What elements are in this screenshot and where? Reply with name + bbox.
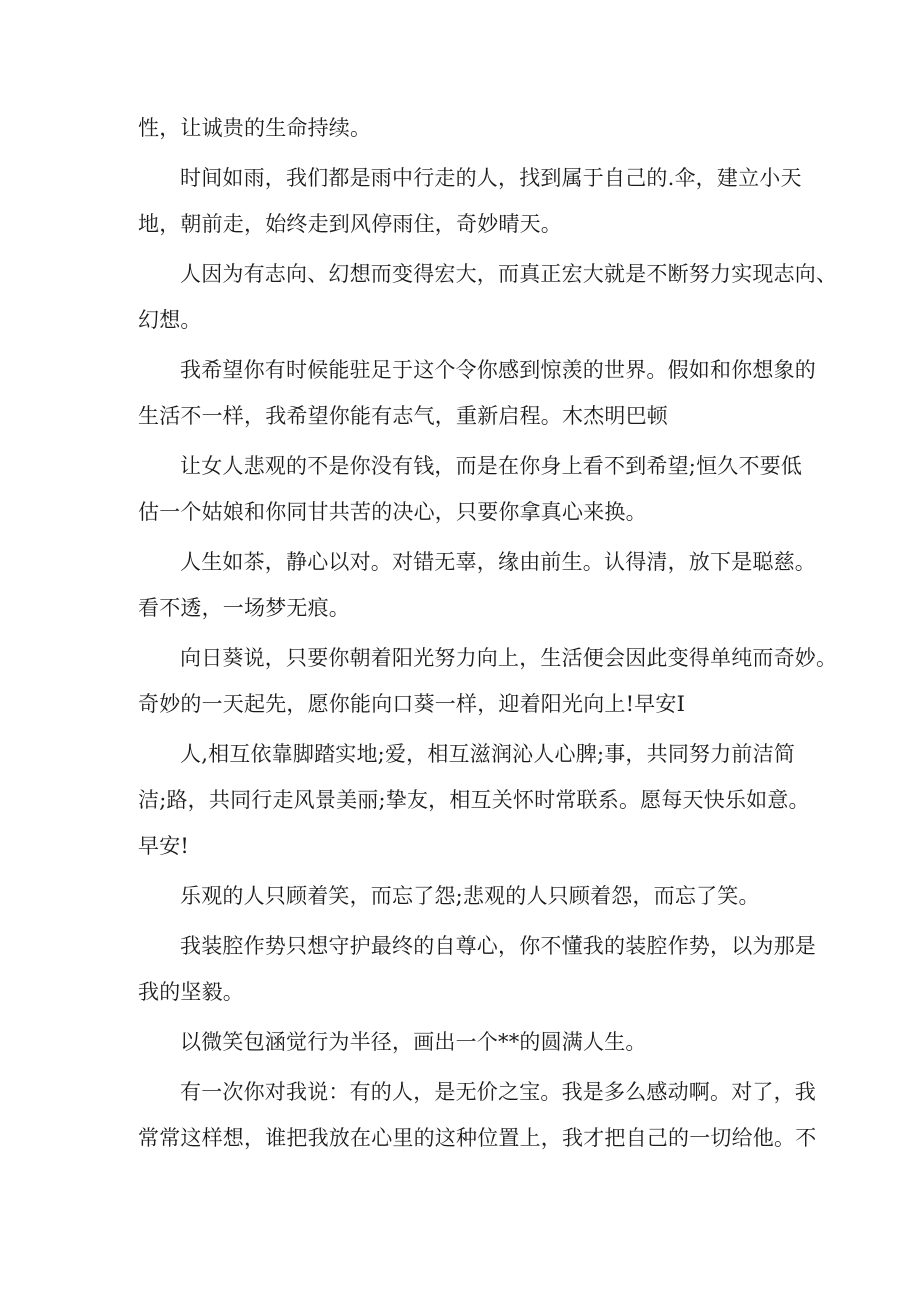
paragraph-line: 奇妙的一天起先，愿你能向口葵一样，迎着阳光向上!早安I — [138, 692, 686, 716]
paragraph-first-line: 乐观的人只顾着笑，而忘了怨;悲观的人只顾着怨，而忘了笑。 — [180, 884, 760, 908]
paragraph-first-line: 我装腔作势只想守护最终的自尊心，你不懂我的装腔作势，以为那是 — [180, 934, 816, 958]
paragraph-first-line: 向日葵说，只要你朝着阳光努力向上，生活便会因此变得单纯而奇妙。 — [180, 646, 838, 670]
paragraph-first-line: 有一次你对我说：有的人，是无价之宝。我是多么感动啊。对了，我 — [180, 1080, 816, 1104]
paragraph-line: 幻想。 — [138, 308, 202, 332]
paragraph-first-line: 时间如雨，我们都是雨中行走的人，找到属于自己的.伞，建立小天 — [180, 166, 802, 190]
paragraph-first-line: 以微笑包涵觉行为半径，画出一个**的圆满人生。 — [180, 1030, 647, 1054]
paragraph-line: 地，朝前走，始终走到风停雨住，奇妙晴天。 — [138, 212, 562, 236]
paragraph-line: 早安! — [138, 834, 190, 858]
paragraph-first-line: 性，让诚贵的生命持续。 — [138, 116, 372, 140]
paragraph-line: 生活不一样，我希望你能有志气，重新启程。木杰明巴顿 — [138, 404, 668, 428]
paragraph-line: 估一个姑娘和你同甘共苦的决心，只要你拿真心来换。 — [138, 500, 647, 524]
paragraph-first-line: 我希望你有时候能驻足于这个令你感到惊羡的世界。假如和你想象的 — [180, 358, 816, 382]
paragraph-line: 看不透，一场梦无痕。 — [138, 596, 350, 620]
paragraph-line: 我的坚毅。 — [138, 980, 244, 1004]
paragraph-first-line: 人因为有志向、幻想而变得宏大，而真正宏大就是不断努力实现志向、 — [180, 262, 838, 286]
paragraph-first-line: 人生如茶，静心以对。对错无辜，缘由前生。认得清，放下是聪慈。 — [180, 550, 816, 574]
paragraph-line: 洁;路，共同行走风景美丽;挚友，相互关怀时常联系。愿每天快乐如意。 — [138, 788, 810, 812]
paragraph-first-line: 让女人悲观的不是你没有钱，而是在你身上看不到希望;恒久不要低 — [180, 454, 803, 478]
paragraph-line: 常常这样想，谁把我放在心里的这种位置上，我才把自己的一切给他。不 — [138, 1126, 817, 1150]
paragraph-first-line: 人,相互依靠脚踏实地;爱，相互滋润沁人心脾;事，共同努力前洁简 — [180, 742, 796, 766]
